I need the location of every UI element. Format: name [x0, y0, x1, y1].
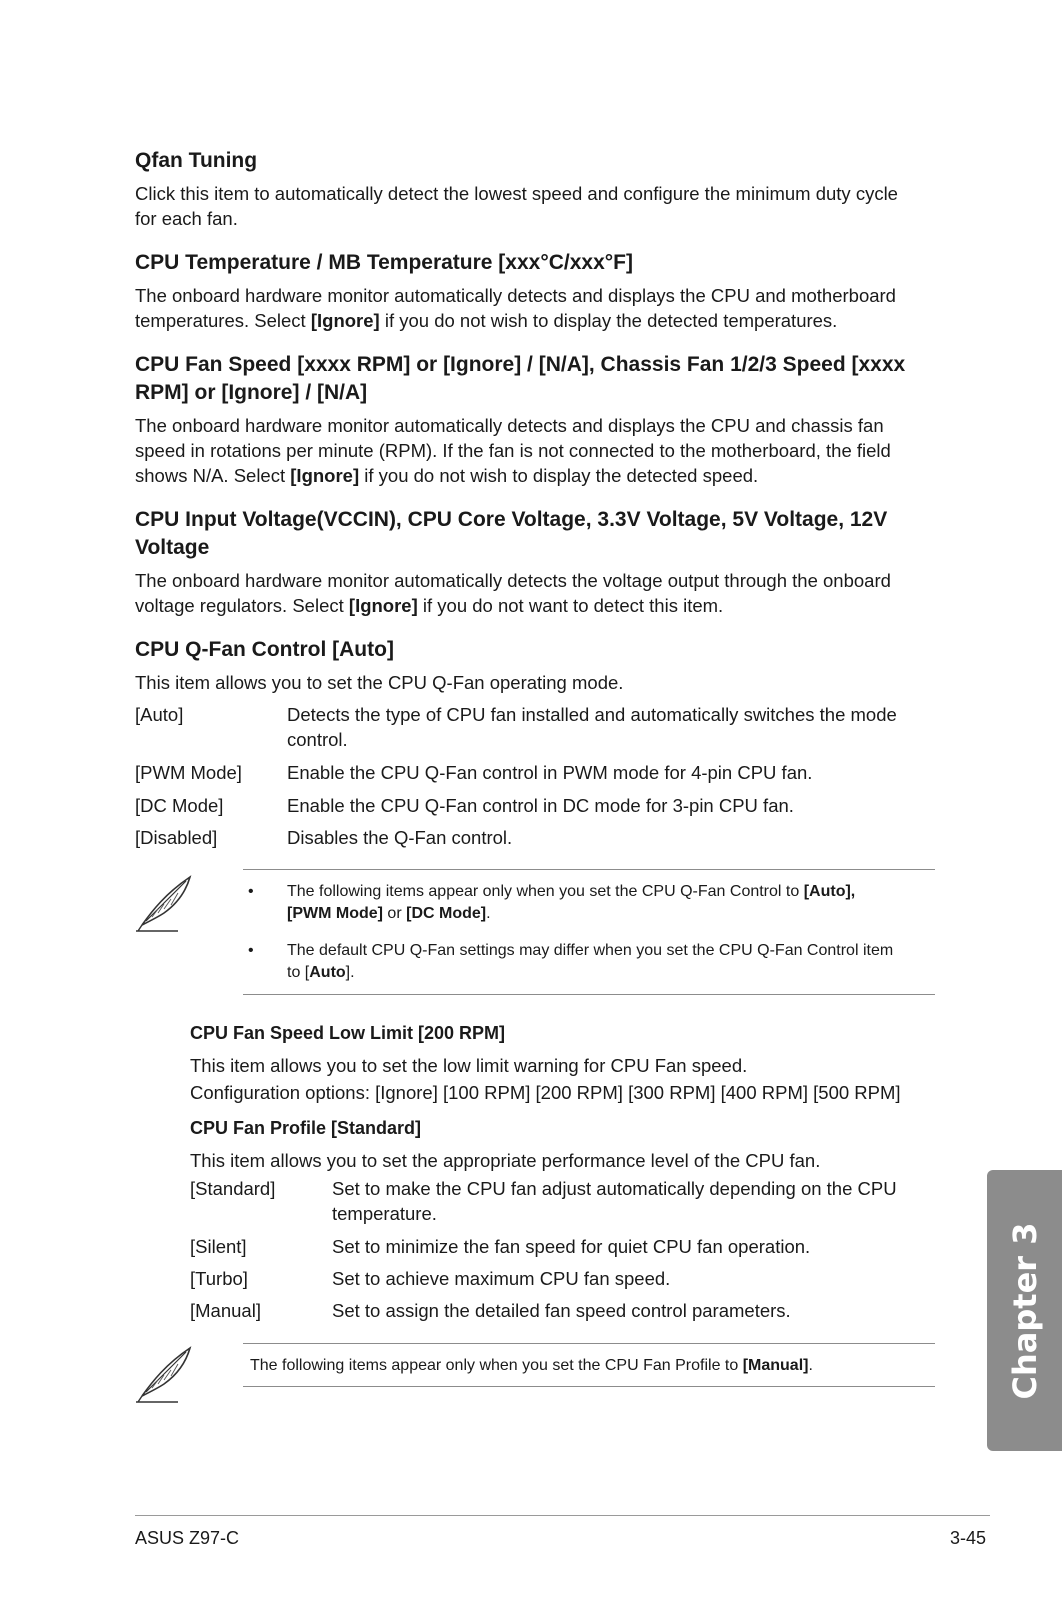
- note-1-item-1-line-1: The following items appear only when you set the CPU Q-Fan Control to [Auto],: [287, 883, 856, 900]
- chapter-tab: [987, 1170, 1062, 1451]
- option-key: [Standard]: [190, 1178, 276, 1199]
- note-1-item-1-line-2: [PWM Mode] or [DC Mode].: [287, 905, 491, 922]
- option-value: Enable the CPU Q-Fan control in DC mode for 3-pin CPU fan.: [287, 795, 794, 816]
- footer-product-name: ASUS Z97-C: [135, 1528, 240, 1548]
- note-2-top-rule: [243, 1343, 935, 1344]
- low-limit-body-line-2: Configuration options: [Ignore] [100 RPM] [200 RPM] [300 RPM] [400 RPM] [500 RPM]: [190, 1082, 901, 1103]
- option-key: [Manual]: [190, 1300, 261, 1321]
- option-value: Set to assign the detailed fan speed control parameters.: [332, 1300, 791, 1321]
- voltage-body-line-1: The onboard hardware monitor automatically detects the voltage output through the onboard: [135, 570, 891, 591]
- option-value: Disables the Q-Fan control.: [287, 827, 513, 848]
- note-1-item-2-line-2: to [Auto].: [287, 964, 355, 981]
- fan-speed-body-line-1: The onboard hardware monitor automatically detects and displays the CPU and chassis fan: [135, 415, 884, 436]
- temperature-body-line-2: temperatures. Select [Ignore] if you do not wish to display the detected temperatures.: [135, 310, 838, 331]
- heading-fan-profile: CPU Fan Profile [Standard]: [190, 1118, 422, 1138]
- note-1-bullet: •: [248, 883, 254, 900]
- option-key: [Disabled]: [135, 827, 218, 848]
- note-2-text: The following items appear only when you set the CPU Fan Profile to [Manual].: [250, 1357, 813, 1374]
- heading-fan-speed-line-2: RPM] or [Ignore] / [N/A]: [135, 381, 368, 404]
- note-1-bullet: •: [248, 942, 254, 959]
- option-value: Detects the type of CPU fan installed and automatically switches the mode: [287, 704, 897, 725]
- option-value: Enable the CPU Q-Fan control in PWM mode for 4-pin CPU fan.: [287, 762, 813, 783]
- option-value-cont: control.: [287, 729, 348, 750]
- note-1-item-2-line-1: The default CPU Q-Fan settings may differ when you set the CPU Q-Fan Control item: [287, 942, 894, 959]
- note-1-bottom-rule: [243, 994, 935, 995]
- note-2-bottom-rule: [243, 1386, 935, 1387]
- option-key: [Silent]: [190, 1236, 247, 1257]
- footer-page-number: 3-45: [950, 1528, 987, 1548]
- heading-fan-speed-line-1: CPU Fan Speed [xxxx RPM] or [Ignore] / [N/A], Chassis Fan 1/2/3 Speed [xxxx: [135, 353, 906, 376]
- option-value: Set to achieve maximum CPU fan speed.: [332, 1268, 671, 1289]
- fan-speed-body-line-3: shows N/A. Select [Ignore] if you do not wish to display the detected speed.: [135, 465, 759, 486]
- temperature-body-line-1: The onboard hardware monitor automatically detects and displays the CPU and motherboard: [135, 285, 896, 306]
- heading-temperature: CPU Temperature / MB Temperature [xxx°C/xxx°F]: [135, 251, 633, 274]
- chapter-tab-label: Chapter 3: [1005, 1222, 1044, 1399]
- option-key: [PWM Mode]: [135, 762, 242, 783]
- option-value: Set to minimize the fan speed for quiet CPU fan operation.: [332, 1236, 811, 1257]
- voltage-body-line-2: voltage regulators. Select [Ignore] if you do not want to detect this item.: [135, 595, 724, 616]
- low-limit-body-line-1: This item allows you to set the low limit warning for CPU Fan speed.: [190, 1055, 748, 1076]
- option-key: [Auto]: [135, 704, 184, 725]
- heading-qfan-tuning: Qfan Tuning: [135, 149, 258, 172]
- qfan-control-body: This item allows you to set the CPU Q-Fan operating mode.: [135, 672, 624, 693]
- footer-rule: [135, 1515, 990, 1516]
- fan-profile-body: This item allows you to set the appropriate performance level of the CPU fan.: [190, 1150, 821, 1171]
- heading-qfan-control: CPU Q-Fan Control [Auto]: [135, 638, 394, 661]
- quill-feather-icon: [134, 1344, 196, 1406]
- option-value-cont: temperature.: [332, 1203, 437, 1224]
- quill-feather-icon: [134, 873, 196, 935]
- fan-speed-body-line-2: speed in rotations per minute (RPM). If the fan is not connected to the motherboard, the field: [135, 440, 891, 461]
- option-key: [Turbo]: [190, 1268, 248, 1289]
- heading-voltage-line-2: Voltage: [135, 536, 210, 559]
- heading-voltage-line-1: CPU Input Voltage(VCCIN), CPU Core Voltage, 3.3V Voltage, 5V Voltage, 12V: [135, 508, 888, 531]
- option-key: [DC Mode]: [135, 795, 224, 816]
- note-1-top-rule: [243, 869, 935, 870]
- qfan-tuning-body-line-2: for each fan.: [135, 208, 238, 229]
- option-value: Set to make the CPU fan adjust automatically depending on the CPU: [332, 1178, 897, 1199]
- heading-low-limit: CPU Fan Speed Low Limit [200 RPM]: [190, 1023, 506, 1043]
- qfan-tuning-body-line-1: Click this item to automatically detect the lowest speed and configure the minimum duty cycle: [135, 183, 898, 204]
